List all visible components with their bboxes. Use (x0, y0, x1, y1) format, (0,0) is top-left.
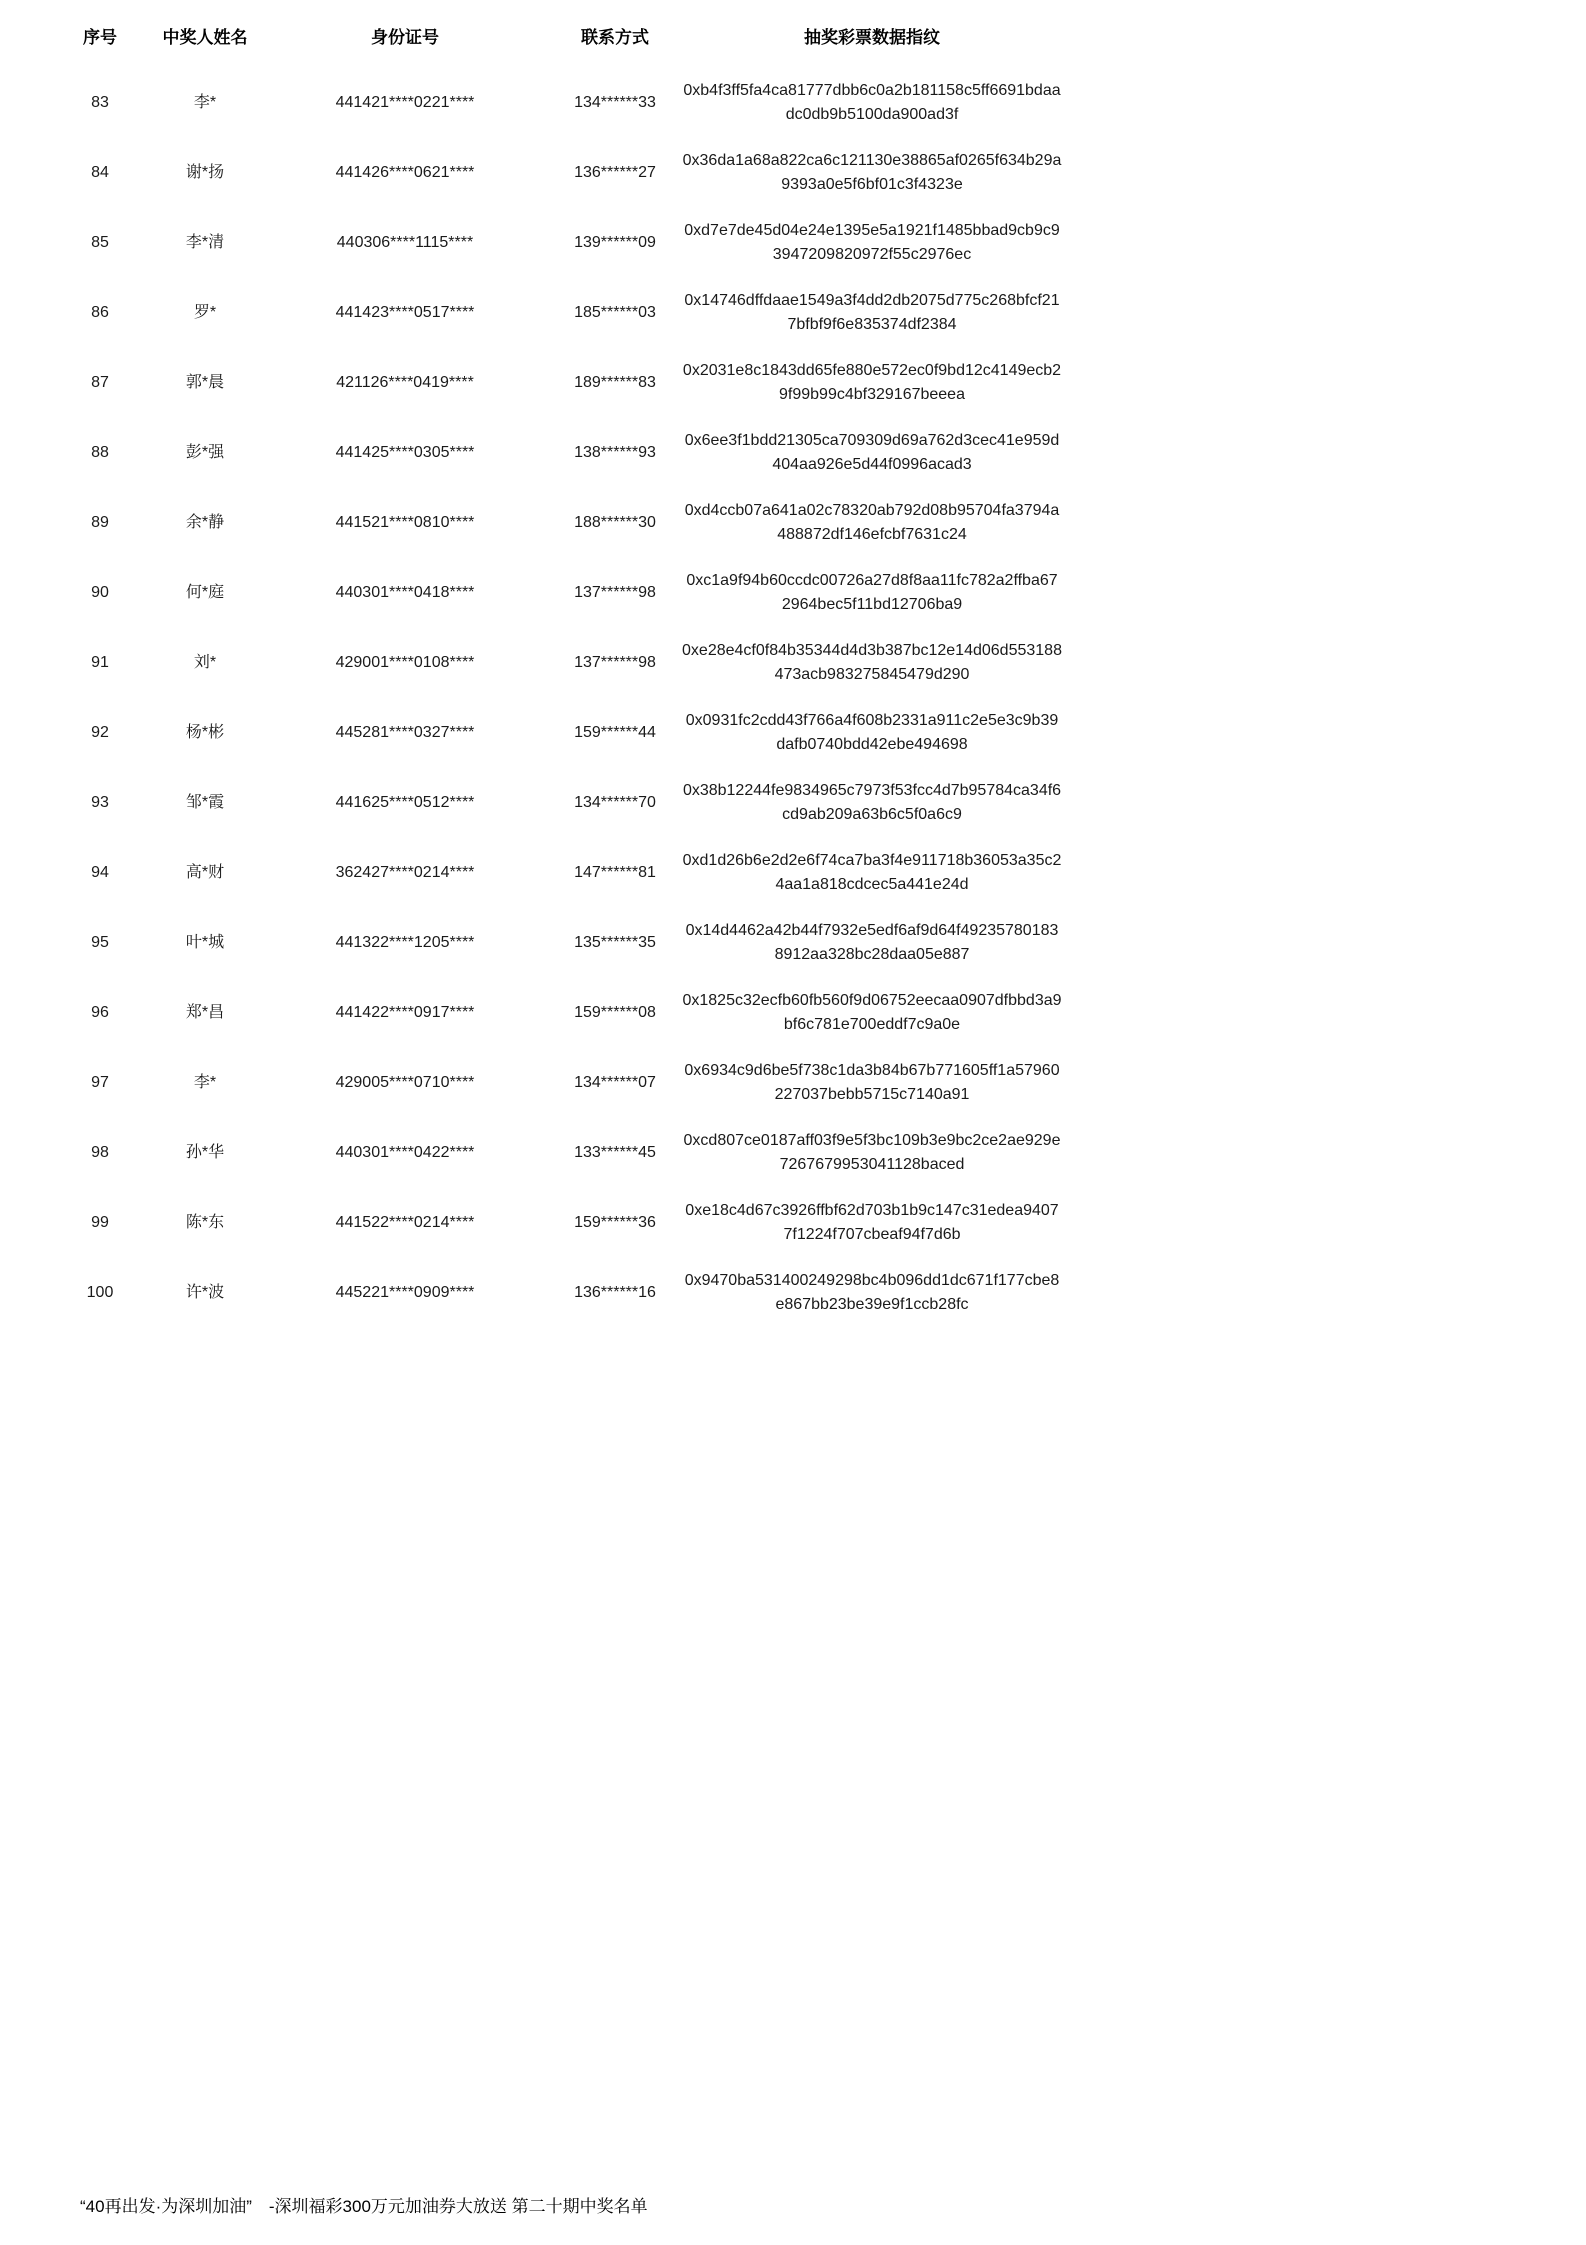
cell-id-number: 440301****0422**** (335, 1144, 475, 1161)
cell-contact: 134******07 (574, 1074, 656, 1091)
cell-serial: 90 (91, 584, 109, 601)
cell-serial: 89 (91, 514, 109, 531)
cell-id-number: 421126****0419**** (336, 374, 474, 391)
cell-serial: 91 (91, 654, 109, 671)
table-row (70, 1258, 1170, 1328)
cell-id-number: 441425****0305**** (335, 444, 475, 461)
cell-winner-name: 余*静 (185, 514, 225, 531)
cell-winner-name: 罗* (193, 304, 217, 321)
cell-contact: 133******45 (574, 1144, 656, 1161)
cell-serial: 84 (91, 164, 109, 181)
cell-serial: 87 (91, 374, 109, 391)
cell-id-number: 429001****0108**** (335, 654, 475, 671)
cell-ticket-fingerprint: 0x6934c9d6be5f738c1da3b84b67b771605ff1a57960227037bebb5715c7140a91 (684, 1062, 1060, 1103)
cell-serial: 99 (91, 1214, 109, 1231)
cell-serial: 97 (91, 1074, 109, 1091)
cell-winner-name: 郭*晨 (185, 374, 225, 391)
cell-ticket-fingerprint: 0xcd807ce0187aff03f9e5f3bc109b3e9bc2ce2ae929e7267679953041128baced (683, 1132, 1061, 1173)
cell-id-number: 441423****0517**** (335, 304, 475, 321)
header-contact: 联系方式 (581, 28, 649, 47)
winner-list-table (70, 28, 1170, 1328)
cell-ticket-fingerprint: 0x38b12244fe9834965c7973f53fcc4d7b95784ca34f6cd9ab209a63b6c5f0a6c9 (682, 782, 1062, 823)
cell-id-number: 429005****0710**** (335, 1074, 475, 1091)
cell-contact: 136******27 (574, 164, 656, 181)
cell-serial: 96 (91, 1004, 109, 1021)
cell-contact: 138******93 (574, 444, 656, 461)
header-id-number: 身份证号 (371, 28, 439, 47)
table-row (70, 488, 1170, 558)
cell-contact: 159******08 (574, 1004, 656, 1021)
cell-winner-name: 郑*昌 (185, 1004, 225, 1021)
cell-ticket-fingerprint: 0xd7e7de45d04e24e1395e5a1921f1485bbad9cb9c93947209820972f55c2976ec (684, 222, 1060, 263)
cell-ticket-fingerprint: 0xe28e4cf0f84b35344d4d3b387bc12e14d06d553188473acb983275845479d290 (682, 642, 1062, 683)
table-row (70, 1188, 1170, 1258)
cell-contact: 139******09 (574, 234, 656, 251)
cell-winner-name: 叶*城 (185, 934, 225, 951)
cell-winner-name: 李*清 (185, 234, 225, 251)
table-row (70, 348, 1170, 418)
cell-serial: 95 (91, 934, 109, 951)
cell-id-number: 441322****1205**** (335, 934, 475, 951)
cell-winner-name: 李* (193, 94, 217, 111)
table-row (70, 1118, 1170, 1188)
cell-id-number: 441422****0917**** (335, 1004, 475, 1021)
cell-winner-name: 刘* (193, 654, 217, 671)
table-row (70, 138, 1170, 208)
cell-winner-name: 陈*东 (185, 1214, 225, 1231)
cell-ticket-fingerprint: 0xd4ccb07a641a02c78320ab792d08b95704fa3794a488872df146efcbf7631c24 (684, 502, 1060, 543)
cell-serial: 94 (91, 864, 109, 881)
table-row (70, 768, 1170, 838)
cell-contact: 135******35 (574, 934, 656, 951)
cell-serial: 83 (91, 94, 109, 111)
cell-winner-name: 杨*彬 (185, 724, 225, 741)
cell-ticket-fingerprint: 0x14d4462a42b44f7932e5edf6af9d64f492357801838912aa328bc28daa05e887 (685, 922, 1059, 963)
cell-serial: 98 (91, 1144, 109, 1161)
cell-winner-name: 彭*强 (185, 444, 225, 461)
table-row (70, 628, 1170, 698)
cell-contact: 137******98 (574, 654, 656, 671)
cell-id-number: 441522****0214**** (335, 1214, 475, 1231)
table-row (70, 838, 1170, 908)
table-body (70, 68, 1170, 1328)
cell-winner-name: 孙*华 (185, 1144, 225, 1161)
cell-winner-name: 李* (193, 1074, 217, 1091)
cell-id-number: 441421****0221**** (335, 94, 475, 111)
cell-ticket-fingerprint: 0xd1d26b6e2d2e6f74ca7ba3f4e911718b36053a35c24aa1a818cdcec5a441e24d (682, 852, 1062, 893)
cell-id-number: 445281****0327**** (335, 724, 475, 741)
cell-contact: 134******33 (574, 94, 656, 111)
cell-winner-name: 何*庭 (185, 584, 225, 601)
table-row (70, 698, 1170, 768)
header-ticket-fingerprint: 抽奖彩票数据指纹 (804, 28, 940, 47)
cell-id-number: 445221****0909**** (335, 1284, 475, 1301)
table-row (70, 558, 1170, 628)
cell-serial: 88 (91, 444, 109, 461)
cell-winner-name: 许*波 (185, 1284, 225, 1301)
cell-contact: 159******36 (574, 1214, 656, 1231)
cell-contact: 159******44 (574, 724, 656, 741)
cell-serial: 100 (86, 1284, 114, 1301)
table-header-row (70, 28, 1170, 68)
cell-ticket-fingerprint: 0xc1a9f94b60ccdc00726a27d8f8aa11fc782a2ffba672964bec5f11bd12706ba9 (686, 572, 1058, 613)
table-row (70, 208, 1170, 278)
table-row (70, 978, 1170, 1048)
cell-ticket-fingerprint: 0x6ee3f1bdd21305ca709309d69a762d3cec41e959d404aa926e5d44f0996acad3 (684, 432, 1060, 473)
cell-ticket-fingerprint: 0xe18c4d67c3926ffbf62d703b1b9c147c31edea94077f1224f707cbeaf94f7d6b (685, 1202, 1059, 1243)
header-winner-name: 中奖人姓名 (162, 28, 248, 47)
cell-id-number: 441521****0810**** (335, 514, 475, 531)
cell-contact: 189******83 (574, 374, 656, 391)
cell-winner-name: 高*财 (185, 864, 225, 881)
cell-contact: 137******98 (574, 584, 656, 601)
cell-ticket-fingerprint: 0x1825c32ecfb60fb560f9d06752eecaa0907dfbbd3a9bf6c781e700eddf7c9a0e (682, 992, 1062, 1033)
cell-ticket-fingerprint: 0x36da1a68a822ca6c121130e38865af0265f634b29a9393a0e5f6bf01c3f4323e (682, 152, 1062, 193)
header-serial: 序号 (83, 28, 117, 47)
cell-contact: 136******16 (574, 1284, 656, 1301)
cell-ticket-fingerprint: 0xb4f3ff5fa4ca81777dbb6c0a2b181158c5ff6691bdaadc0db9b5100da900ad3f (683, 82, 1061, 123)
table-row (70, 68, 1170, 138)
cell-contact: 134******70 (574, 794, 656, 811)
cell-contact: 185******03 (574, 304, 656, 321)
table-row (70, 1048, 1170, 1118)
cell-serial: 85 (91, 234, 109, 251)
table-row (70, 418, 1170, 488)
cell-id-number: 440301****0418**** (335, 584, 475, 601)
cell-id-number: 441625****0512**** (335, 794, 475, 811)
cell-ticket-fingerprint: 0x0931fc2cdd43f766a4f608b2331a911c2e5e3c9b39dafb0740bdd42ebe494698 (685, 712, 1059, 753)
cell-contact: 188******30 (574, 514, 656, 531)
cell-id-number: 362427****0214**** (335, 864, 475, 881)
cell-winner-name: 邹*霞 (185, 794, 225, 811)
table-row (70, 908, 1170, 978)
cell-winner-name: 谢*扬 (185, 164, 225, 181)
cell-serial: 93 (91, 794, 109, 811)
cell-id-number: 440306****1115**** (336, 234, 474, 251)
table-row (70, 278, 1170, 348)
cell-ticket-fingerprint: 0x2031e8c1843dd65fe880e572ec0f9bd12c4149ecb29f99b99c4bf329167beeea (682, 362, 1062, 403)
cell-ticket-fingerprint: 0x9470ba531400249298bc4b096dd1dc671f177cbe8e867bb23be39e9f1ccb28fc (684, 1272, 1060, 1313)
cell-id-number: 441426****0621**** (335, 164, 475, 181)
cell-contact: 147******81 (574, 864, 656, 881)
page-footer-title: “40再出发·为深圳加油” -深圳福彩300万元加油券大放送 第二十期中奖名单 (80, 2197, 648, 2216)
cell-serial: 86 (91, 304, 109, 321)
cell-serial: 92 (91, 724, 109, 741)
cell-ticket-fingerprint: 0x14746dffdaae1549a3f4dd2db2075d775c268bfcf217bfbf9f6e835374df2384 (684, 292, 1060, 333)
